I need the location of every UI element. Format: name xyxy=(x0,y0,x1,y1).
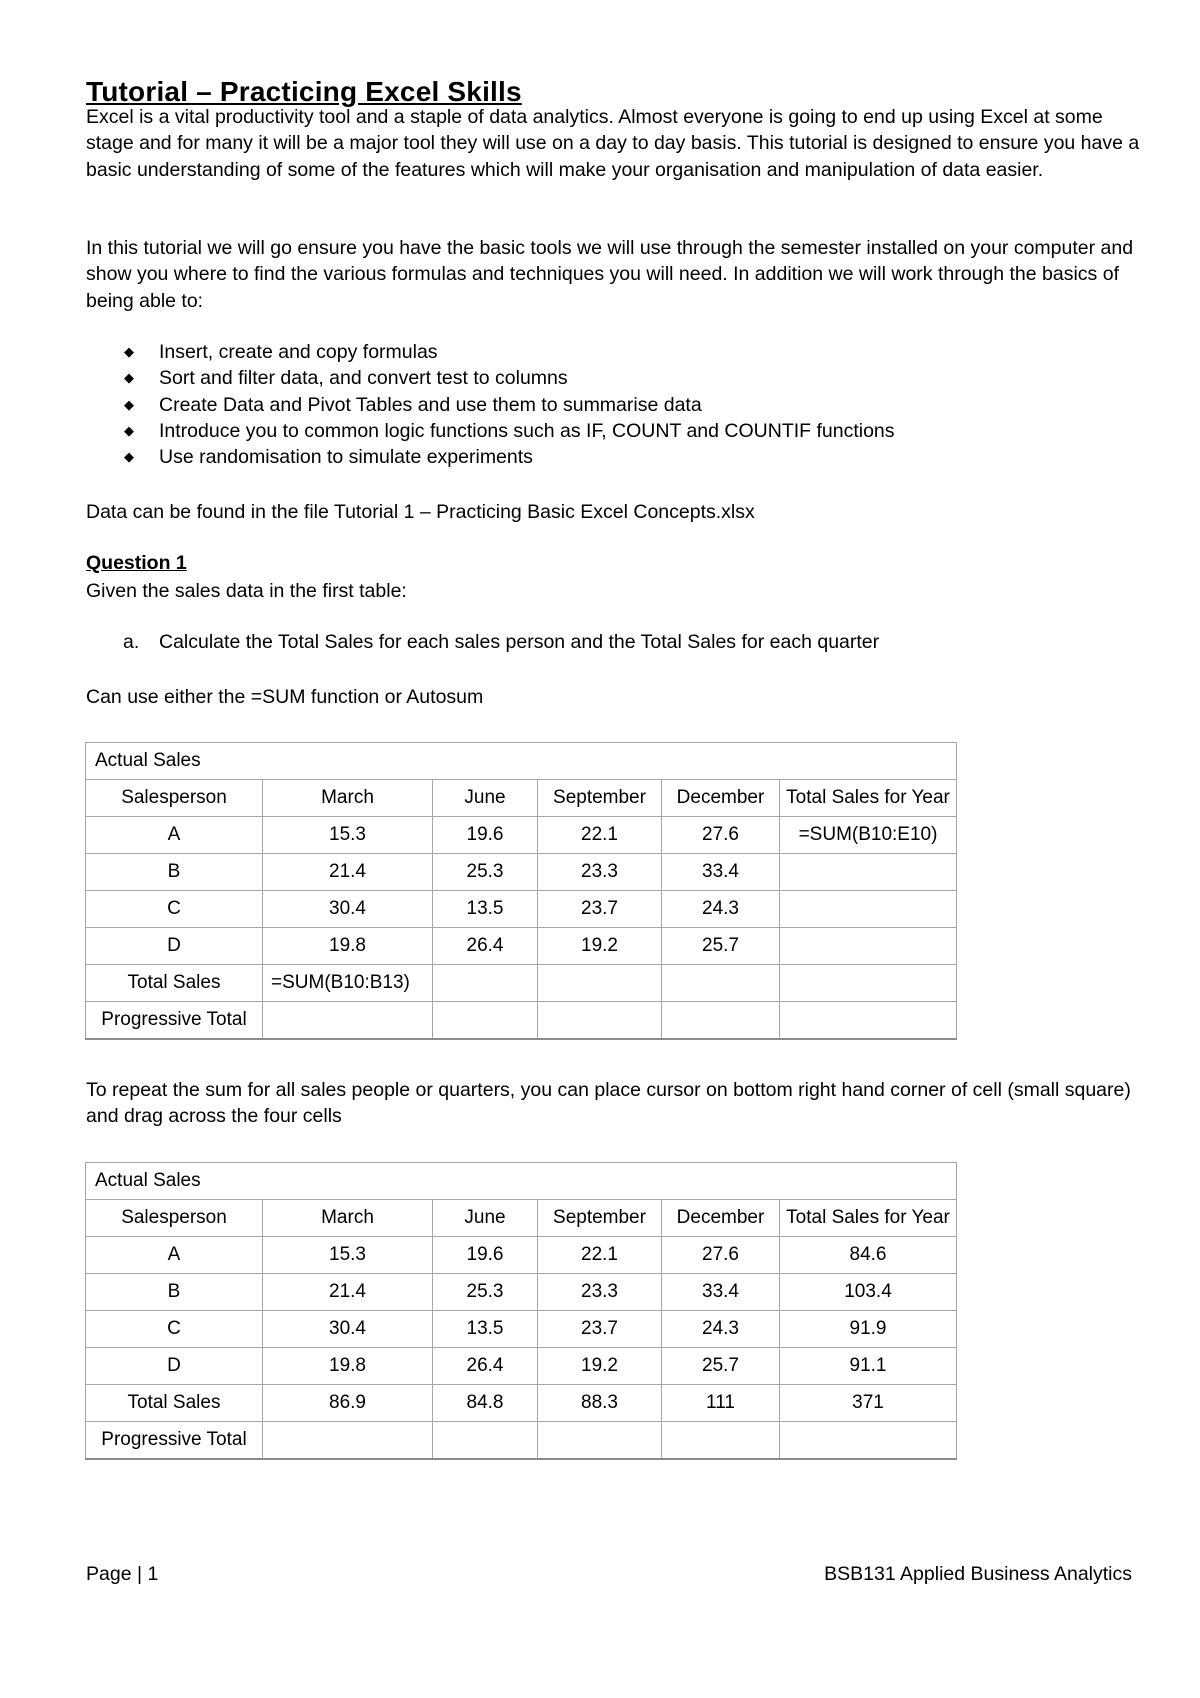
table-cell: 13.5 xyxy=(433,1311,538,1348)
table-cell: =SUM(B10:B13) xyxy=(263,965,433,1002)
bullet-icon: ◆ xyxy=(124,422,134,438)
table-cell: 103.4 xyxy=(780,1274,957,1311)
table-cell: 27.6 xyxy=(662,817,780,854)
column-header: December xyxy=(662,780,780,817)
table-cell: 91.9 xyxy=(780,1311,957,1348)
column-header: Total Sales for Year xyxy=(780,780,957,817)
table-caption-row xyxy=(86,743,957,780)
task-text: Calculate the Total Sales for each sales person and the Total Sales for each quarter xyxy=(159,631,880,653)
column-header: June xyxy=(433,1200,538,1237)
table-cell: 23.3 xyxy=(538,854,662,891)
table-cell: 84.6 xyxy=(780,1237,957,1274)
table-cell: 19.6 xyxy=(433,817,538,854)
table-cell xyxy=(263,1002,433,1040)
table-header-row xyxy=(86,1200,957,1237)
bullet-icon: ◆ xyxy=(124,396,134,412)
row-label-cell: Total Sales xyxy=(86,965,263,1002)
sales-table-formulas xyxy=(85,742,957,1040)
table-cell xyxy=(538,1002,662,1040)
table-cell: 25.3 xyxy=(433,854,538,891)
table-row xyxy=(86,965,957,1002)
table-caption-row xyxy=(86,1163,957,1200)
table-header-row xyxy=(86,780,957,817)
table-caption: Actual Sales xyxy=(86,743,957,780)
table-cell: 27.6 xyxy=(662,1237,780,1274)
table-cell: 26.4 xyxy=(433,1348,538,1385)
table-cell: 19.2 xyxy=(538,1348,662,1385)
table-row xyxy=(86,1237,957,1274)
column-header: Salesperson xyxy=(86,780,263,817)
column-header: March xyxy=(263,780,433,817)
table-row xyxy=(86,817,957,854)
column-header: December xyxy=(662,1200,780,1237)
table-cell: 86.9 xyxy=(263,1385,433,1422)
table-cell xyxy=(780,1002,957,1040)
data-file-note: Data can be found in the file Tutorial 1 – Practicing Basic Excel Concepts.xlsx xyxy=(86,501,755,523)
question-task xyxy=(86,631,879,654)
table-cell xyxy=(662,1422,780,1460)
table-cell: 33.4 xyxy=(662,1274,780,1311)
row-label-cell: C xyxy=(86,1311,263,1348)
table-cell xyxy=(780,1422,957,1460)
table-cell: 30.4 xyxy=(263,1311,433,1348)
row-label-cell: Progressive Total xyxy=(86,1422,263,1460)
table-cell: 84.8 xyxy=(433,1385,538,1422)
table-cell: 88.3 xyxy=(538,1385,662,1422)
list-item: ◆ Create Data and Pivot Tables and use them to summarise data xyxy=(86,392,895,418)
column-header: June xyxy=(433,780,538,817)
table-cell: 22.1 xyxy=(538,1237,662,1274)
bullet-icon: ◆ xyxy=(124,449,134,465)
row-label-cell: A xyxy=(86,817,263,854)
table-row xyxy=(86,928,957,965)
table-cell xyxy=(263,1422,433,1460)
table-cell xyxy=(780,891,957,928)
table-row xyxy=(86,1002,957,1040)
table-cell xyxy=(780,928,957,965)
column-header: Total Sales for Year xyxy=(780,1200,957,1237)
table-row xyxy=(86,854,957,891)
table-cell: 25.3 xyxy=(433,1274,538,1311)
table-cell: 25.7 xyxy=(662,928,780,965)
table-cell: =SUM(B10:E10) xyxy=(780,817,957,854)
row-label-cell: A xyxy=(86,1237,263,1274)
table-row xyxy=(86,1274,957,1311)
table-cell: 15.3 xyxy=(263,817,433,854)
column-header: March xyxy=(263,1200,433,1237)
footer-course-title: BSB131 Applied Business Analytics xyxy=(824,1563,1132,1585)
table-cell xyxy=(662,965,780,1002)
row-label-cell: D xyxy=(86,1348,263,1385)
table-cell: 26.4 xyxy=(433,928,538,965)
table-row xyxy=(86,1311,957,1348)
column-header: September xyxy=(538,780,662,817)
table-cell: 111 xyxy=(662,1385,780,1422)
table-cell: 15.3 xyxy=(263,1237,433,1274)
list-item: ◆ Insert, create and copy formulas xyxy=(86,339,895,365)
table-cell: 21.4 xyxy=(263,854,433,891)
skills-list xyxy=(86,339,895,470)
table-cell: 19.8 xyxy=(263,1348,433,1385)
table-cell: 13.5 xyxy=(433,891,538,928)
sum-note: Can use either the =SUM function or Autosum xyxy=(86,686,484,708)
intro-paragraph-2: In this tutorial we will go ensure you have the basic tools we will use through the semester installed on your computer and show you where to find the various formulas and techniques you will need. In addition we will work through the basics of being able to: xyxy=(86,237,1134,312)
table-cell xyxy=(433,1002,538,1040)
row-label-cell: Progressive Total xyxy=(86,1002,263,1040)
table-cell xyxy=(780,965,957,1002)
list-item: ◆ Introduce you to common logic functions such as IF, COUNT and COUNTIF functions xyxy=(86,418,895,444)
table-cell: 25.7 xyxy=(662,1348,780,1385)
task-label: a. xyxy=(123,631,140,653)
intro-paragraph-1: Excel is a vital productivity tool and a staple of data analytics. Almost everyone is going to end up using Excel at some stage and for many it will be a major tool they will use on a day to day basis. This tutorial is designed to ensure you have a basic understanding of some of the features which will make your organisation and manipulation of data easier. xyxy=(86,106,1140,181)
table-cell: 22.1 xyxy=(538,817,662,854)
table-cell: 23.7 xyxy=(538,891,662,928)
question-heading: Question 1 xyxy=(86,552,187,574)
repeat-sum-note: To repeat the sum for all sales people or quarters, you can place cursor on bottom right hand corner of cell (small square) and drag across the four cells xyxy=(86,1079,1131,1128)
table-cell: 19.8 xyxy=(263,928,433,965)
table-row xyxy=(86,1422,957,1460)
table-cell xyxy=(433,965,538,1002)
table-row xyxy=(86,1348,957,1385)
table-row xyxy=(86,891,957,928)
column-header: September xyxy=(538,1200,662,1237)
table-cell: 19.6 xyxy=(433,1237,538,1274)
table-cell: 23.7 xyxy=(538,1311,662,1348)
bullet-icon: ◆ xyxy=(124,344,134,359)
list-item: ◆ Use randomisation to simulate experiments xyxy=(86,444,895,470)
list-item: ◆ Sort and filter data, and convert test to columns xyxy=(86,365,895,391)
table-cell: 23.3 xyxy=(538,1274,662,1311)
question-given: Given the sales data in the first table: xyxy=(86,580,407,602)
row-label-cell: C xyxy=(86,891,263,928)
table-cell xyxy=(433,1422,538,1460)
table-cell: 19.2 xyxy=(538,928,662,965)
table-cell: 33.4 xyxy=(662,854,780,891)
table-cell xyxy=(538,965,662,1002)
table-cell: 21.4 xyxy=(263,1274,433,1311)
column-header: Salesperson xyxy=(86,1200,263,1237)
table-cell xyxy=(662,1002,780,1040)
row-label-cell: B xyxy=(86,854,263,891)
footer-page-number: Page | 1 xyxy=(86,1563,159,1585)
row-label-cell: D xyxy=(86,928,263,965)
row-label-cell: Total Sales xyxy=(86,1385,263,1422)
table-cell xyxy=(780,854,957,891)
table-cell: 30.4 xyxy=(263,891,433,928)
table-cell xyxy=(538,1422,662,1460)
bullet-icon: ◆ xyxy=(124,370,134,386)
table-cell: 91.1 xyxy=(780,1348,957,1385)
table-caption: Actual Sales xyxy=(86,1163,957,1200)
table-cell: 371 xyxy=(780,1385,957,1422)
table-cell: 24.3 xyxy=(662,891,780,928)
page-title: Tutorial – Practicing Excel Skills xyxy=(86,76,522,107)
sales-table-results xyxy=(85,1162,957,1460)
table-row xyxy=(86,1385,957,1422)
table-cell: 24.3 xyxy=(662,1311,780,1348)
row-label-cell: B xyxy=(86,1274,263,1311)
